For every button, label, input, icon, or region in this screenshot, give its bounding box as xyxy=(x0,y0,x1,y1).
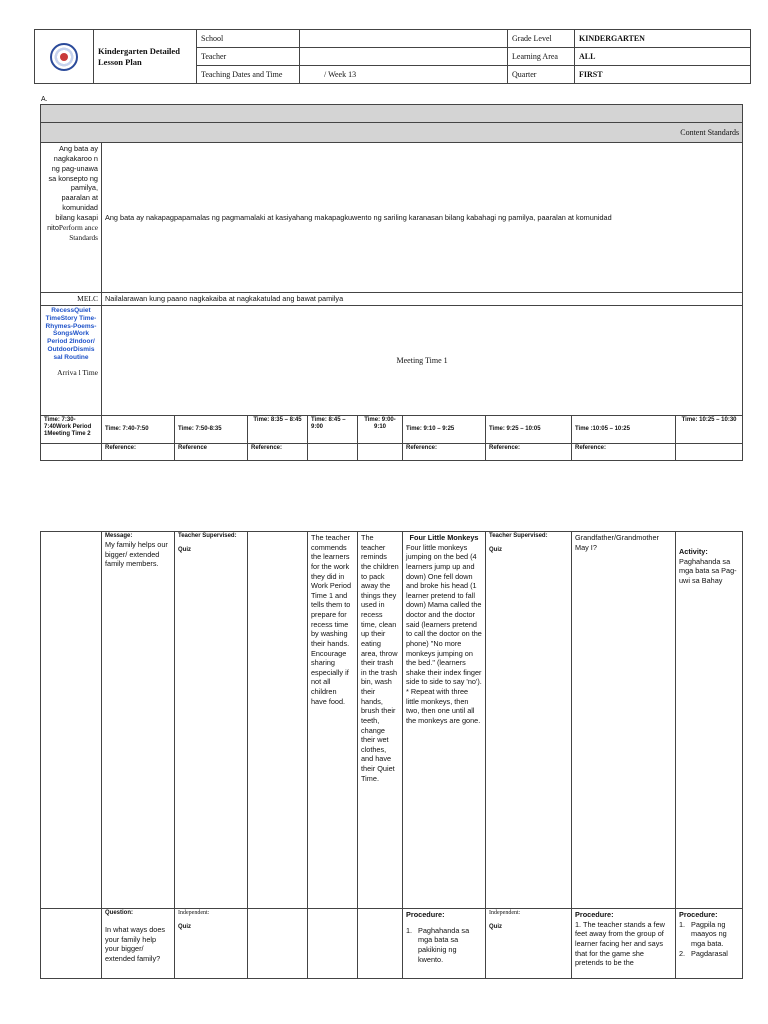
procedure-item: 2. Pagdarasal xyxy=(679,948,728,958)
procedure-cell-3 xyxy=(676,909,743,979)
time-cell: Time: 8:35 – 8:45 xyxy=(248,416,308,444)
teacher-supervised-cell xyxy=(175,532,248,909)
reference-cell: Reference xyxy=(175,444,248,461)
section-a-label: A. xyxy=(41,96,48,103)
lesson-plan-header xyxy=(34,29,751,84)
reference-cell: Reference: xyxy=(403,444,486,461)
story-title: Four Little Monkeys xyxy=(409,533,479,542)
procedure-label: Procedure: xyxy=(575,910,614,919)
teacher-value xyxy=(300,48,508,66)
procedure-cell xyxy=(403,909,486,979)
school-value xyxy=(300,30,508,48)
message-cell xyxy=(102,532,175,909)
teaching-dates-label: Teaching Dates and Time xyxy=(197,66,300,84)
activity-cell xyxy=(676,532,743,909)
question-text: In what ways does your family help your bigger/ extended family? xyxy=(105,925,166,964)
reference-cell: Reference: xyxy=(248,444,308,461)
teaching-dates-value: / Week 13 xyxy=(300,66,508,84)
routine-label-cell xyxy=(41,306,102,416)
question-cell xyxy=(102,909,175,979)
empty-cell xyxy=(308,909,358,979)
empty-cell xyxy=(41,909,102,979)
procedure-label: Procedure: xyxy=(679,910,718,919)
empty-cell xyxy=(248,532,308,909)
recess-text: The teacher commends the learners for the work they did in Work Period Time 1 and tells them to prepare for recess time by washing their hands. Encourage sharing especially if not all children have food. xyxy=(308,532,358,909)
reference-cell: Reference: xyxy=(572,444,676,461)
arrival-time-label: Arriva l Time xyxy=(57,367,98,377)
quiz-label: Quiz xyxy=(178,924,191,931)
teacher-label: Teacher xyxy=(197,48,300,66)
independent-cell xyxy=(175,909,248,979)
quarter-value: FIRST xyxy=(575,66,751,84)
empty-cell xyxy=(41,532,102,909)
question-label: Question: xyxy=(105,910,133,916)
story-cell xyxy=(403,532,486,909)
teacher-supervised-label: Teacher Supervised: xyxy=(489,533,548,539)
reference-cell: Reference: xyxy=(486,444,572,461)
procedure-item: 1. Pagpila ng maayos ng mga bata. xyxy=(679,920,739,949)
reference-cell: Reference: xyxy=(102,444,175,461)
lesson-plan-title: Kindergarten Detailed Lesson Plan xyxy=(94,30,197,84)
reference-cell xyxy=(358,444,403,461)
time-cell: Time :10:05 – 10:25 xyxy=(572,416,676,444)
procedure-item-text: Paghahanda sa mga bata sa pakikinig ng kwento. xyxy=(418,925,470,964)
learning-area-value: ALL xyxy=(575,48,751,66)
empty-cell xyxy=(248,909,308,979)
teacher-supervised-label: Teacher Supervised: xyxy=(178,533,237,539)
activity-label: Activity: xyxy=(679,547,708,556)
time-cell: Time: 9:00-9:10 xyxy=(358,416,403,444)
schedule-table xyxy=(40,104,743,461)
independent-label: Independent: xyxy=(489,910,521,916)
activity-text: Paghahanda sa mga bata sa Pag-uwi sa Bahay xyxy=(679,556,737,585)
content-standard-text: Ang bata ay nagkakaroo n ng pag-unawa sa konsepto ng pamilya, paaralan at komunidad bilang kasapi nito xyxy=(47,144,98,232)
empty-cell xyxy=(358,909,403,979)
standards-label-cell xyxy=(41,143,102,293)
learning-area-label: Learning Area xyxy=(508,48,575,66)
quiz-label: Quiz xyxy=(489,924,502,931)
reference-cell xyxy=(41,444,102,461)
independent-cell-2 xyxy=(486,909,572,979)
grade-level-label: Grade Level xyxy=(508,30,575,48)
deped-seal-icon xyxy=(50,43,78,71)
routine-labels-blue: RecessQuiet TimeStory Time-Rhymes-Poems-SongsWork Period 2Indoor/ OutdoorDismis sal Routine xyxy=(45,307,97,361)
time-cell: Time: 9:10 – 9:25 xyxy=(403,416,486,444)
procedure-cell-2 xyxy=(572,909,676,979)
performance-standards-label: Perform ance Standards xyxy=(58,222,98,242)
quiz-label: Quiz xyxy=(489,547,502,554)
melc-text: Nailalarawan kung paano nagkakaiba at nagkakatulad ang bawat pamilya xyxy=(102,293,743,306)
reference-cell xyxy=(676,444,743,461)
melc-label: MELC xyxy=(41,293,102,306)
time-cell: Time: 9:25 – 10:05 xyxy=(486,416,572,444)
content-standards-heading: Content Standards xyxy=(41,123,743,143)
procedure-item: 1. Paghahanda sa mga bata sa pakikinig ng kwento. xyxy=(406,926,482,965)
procedure-item-text: Pagpila ng maayos ng mga bata. xyxy=(691,919,727,948)
message-label: Message: xyxy=(105,533,133,539)
gray-band xyxy=(41,105,743,123)
story-text: Four little monkeys jumping on the bed (4 learners jump up and down) One fell down and broke his head (1 learner pretend to fall down) Mama called the doctor and the doctor said (learners pretend to call the doctor on the phone) "No more monkeys jumping on the bed." (learners shake their index finger side to side to say 'no'). * Repeat with three little monkeys, then two, then one until all the monkeys are gone. xyxy=(406,542,482,725)
quiet-time-text: The teacher reminds the children to pack away the things they used in recess time, clean up their eating area, throw their trash in the trash bin, wash their hands, brush their teeth, change their wet clothes, and have their Quiet Time. xyxy=(358,532,403,909)
time-cell: Time: 7:40-7:50 xyxy=(102,416,175,444)
time-cell: Time: 10:25 – 10:30 xyxy=(676,416,743,444)
grade-level-value: KINDERGARTEN xyxy=(575,30,751,48)
time-cell: Time: 8:45 – 9:00 xyxy=(308,416,358,444)
time-cell: Time: 7:30-7:40Work Period 1Meeting Time 2 xyxy=(41,416,102,444)
procedure-label: Procedure: xyxy=(406,910,445,919)
quiz-label: Quiz xyxy=(178,547,191,554)
independent-label: Independent: xyxy=(178,910,210,916)
logo-cell xyxy=(35,30,94,84)
teacher-supervised-cell-2 xyxy=(486,532,572,909)
reference-cell xyxy=(308,444,358,461)
meeting-time-1: Meeting Time 1 xyxy=(102,306,743,416)
message-text: My family helps our bigger/ extended family members. xyxy=(105,540,168,569)
procedure-text: 1. The teacher stands a few feet away from the group of learner facing her and says that for the game she pretends to be the xyxy=(575,919,665,968)
school-label: School xyxy=(197,30,300,48)
time-cell: Time: 7:50-8:35 xyxy=(175,416,248,444)
quarter-label: Quarter xyxy=(508,66,575,84)
performance-standards-text: Ang bata ay nakapagpapamalas ng pagmamalaki at kasiyahang makapagkuwento ng sariling karanasan bilang kabahagi ng pamilya, paaralan at komunidad xyxy=(102,143,743,293)
procedure-item-text: Pagdarasal xyxy=(691,948,728,958)
game-text: Grandfather/Grandmother May I? xyxy=(572,532,676,909)
activities-table xyxy=(40,531,743,979)
